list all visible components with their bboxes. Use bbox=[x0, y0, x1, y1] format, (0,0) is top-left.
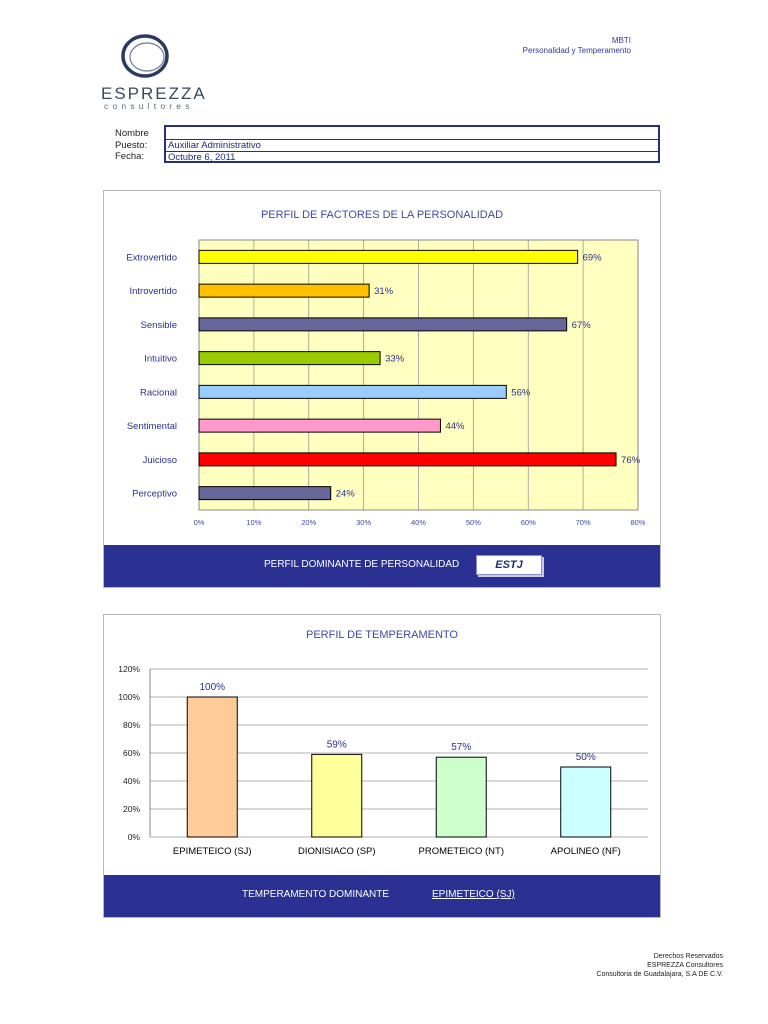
category-label: Sensible bbox=[140, 319, 177, 331]
footer-line-1: Derechos Reservados bbox=[653, 953, 723, 960]
temperament-panel bbox=[103, 614, 661, 918]
info-box bbox=[164, 125, 660, 163]
dominant-personality-label: PERFIL DOMINANTE DE PERSONALIDAD bbox=[264, 559, 460, 570]
x-tick-label: 80% bbox=[630, 518, 646, 527]
data-label: 31% bbox=[374, 286, 394, 298]
temperament-chart bbox=[104, 615, 660, 875]
data-label: 69% bbox=[582, 252, 602, 264]
logo-subtitle: consultores bbox=[104, 101, 194, 111]
category-label: Sentimental bbox=[126, 421, 177, 433]
x-tick-label: 60% bbox=[520, 518, 536, 527]
label-nombre: Nombre bbox=[115, 128, 149, 139]
dominant-personality-banner bbox=[104, 545, 660, 587]
y-tick-label: 80% bbox=[122, 720, 140, 730]
info-labels bbox=[115, 128, 149, 163]
y-tick-label: 0% bbox=[127, 832, 140, 842]
y-tick-label: 20% bbox=[122, 804, 140, 814]
bar bbox=[436, 757, 486, 837]
bar bbox=[199, 487, 331, 500]
category-label: PROMETEICO (NT) bbox=[418, 846, 504, 857]
category-label: Extrovertido bbox=[126, 252, 177, 264]
bar bbox=[199, 284, 369, 297]
y-tick-label: 40% bbox=[122, 776, 140, 786]
category-label: Juicioso bbox=[142, 454, 177, 466]
data-label: 67% bbox=[571, 319, 591, 331]
category-label: Introvertido bbox=[129, 286, 177, 298]
chart-title: PERFIL DE FACTORES DE LA PERSONALIDAD bbox=[260, 209, 504, 221]
bar bbox=[199, 419, 440, 432]
footer-line-3: Consultoria de Guadalajara, S.A DE C.V. bbox=[596, 971, 723, 978]
x-tick-label: 40% bbox=[410, 518, 427, 527]
label-puesto: Puesto: bbox=[115, 139, 148, 151]
dominant-temperament-value: EPIMETEICO (SJ) bbox=[432, 889, 515, 900]
y-tick-label: 120% bbox=[118, 664, 140, 674]
personality-factors-panel bbox=[103, 190, 661, 588]
bar bbox=[199, 352, 380, 365]
logo-name: ESPREZZA bbox=[101, 84, 207, 103]
label-fecha: Fecha: bbox=[115, 151, 145, 162]
x-tick-label: 20% bbox=[301, 518, 317, 527]
header-line-2: Personalidad y Temperamento bbox=[522, 46, 631, 55]
data-label: 100% bbox=[199, 682, 226, 693]
x-tick-label: 50% bbox=[465, 518, 481, 527]
data-label: 44% bbox=[445, 421, 465, 433]
category-label: APOLINEO (NF) bbox=[550, 846, 621, 857]
data-label: 59% bbox=[326, 739, 347, 751]
dominant-personality-value: ESTJ bbox=[476, 555, 542, 575]
value-nombre bbox=[166, 127, 658, 139]
report-header bbox=[500, 36, 631, 56]
data-label: 33% bbox=[385, 353, 405, 365]
dominant-temperament-label: TEMPERAMENTO DOMINANTE bbox=[242, 889, 390, 900]
y-tick-label: 60% bbox=[122, 748, 140, 758]
personality-factors-chart bbox=[104, 191, 660, 545]
data-label: 50% bbox=[575, 752, 596, 763]
bar bbox=[199, 385, 506, 398]
category-label: DIONISIACO (SP) bbox=[297, 846, 376, 857]
data-label: 57% bbox=[451, 742, 472, 754]
category-label: Perceptivo bbox=[132, 488, 177, 500]
data-label: 76% bbox=[621, 454, 641, 466]
y-tick-label: 100% bbox=[118, 692, 140, 702]
bar bbox=[199, 250, 578, 263]
chart-title: PERFIL DE TEMPERAMENTO bbox=[306, 629, 458, 641]
bar bbox=[199, 453, 616, 466]
x-tick-label: 10% bbox=[246, 518, 262, 527]
bar bbox=[187, 697, 237, 837]
bar bbox=[561, 767, 611, 837]
header-line-1: MBTI bbox=[611, 36, 631, 45]
x-tick-label: 30% bbox=[356, 518, 372, 527]
x-tick-label: 70% bbox=[575, 518, 591, 527]
category-label: Racional bbox=[140, 387, 177, 399]
bar bbox=[312, 754, 362, 837]
category-label: EPIMETEICO (SJ) bbox=[172, 846, 252, 857]
data-label: 56% bbox=[511, 387, 531, 399]
value-puesto: Auxiliar Administrativo bbox=[166, 139, 658, 152]
bar bbox=[199, 318, 567, 331]
data-label: 24% bbox=[335, 488, 355, 500]
category-label: Intuitivo bbox=[144, 353, 177, 365]
x-tick-label: 0% bbox=[193, 518, 205, 527]
footer bbox=[560, 952, 723, 979]
dominant-temperament-banner bbox=[104, 875, 660, 917]
footer-line-2: ESPREZZA Consultores bbox=[647, 962, 723, 969]
value-fecha: Octubre 6, 2011 bbox=[166, 151, 658, 164]
